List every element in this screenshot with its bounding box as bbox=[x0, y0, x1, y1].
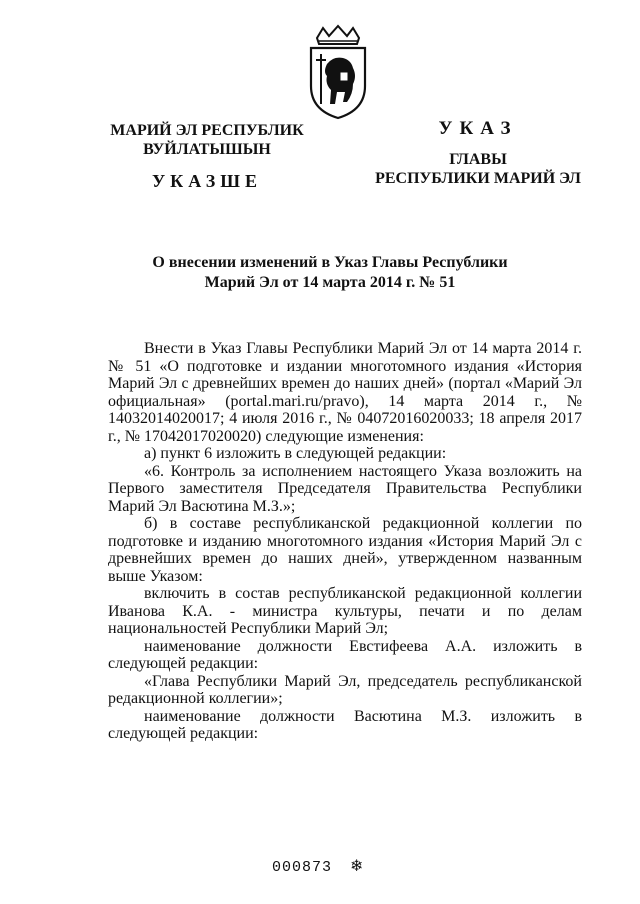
header-right-title: УКАЗ bbox=[438, 118, 518, 139]
body-paragraph: а) пункт 6 изложить в следующей редакции: bbox=[144, 445, 447, 462]
header-right-line2: РЕСПУБЛИКИ МАРИЙ ЭЛ bbox=[375, 170, 581, 187]
header-right-block bbox=[362, 119, 594, 188]
form-number-footer bbox=[272, 856, 364, 876]
snowflake-mark-icon: ❄ bbox=[350, 856, 365, 875]
body-paragraph: включить в состав республиканской редакционной коллегии Иванова К.А. - министра культуры, печати и по делам национальностей Республики Марий Эл; bbox=[108, 585, 582, 637]
body-paragraph: «6. Контроль за исполнением настоящего Указа возложить на Первого заместителя Председателя Правительства Республики Марий Эл Васютина М.З.»; bbox=[108, 462, 582, 515]
body-paragraph: наименование должности Васютина М.З. изложить в следующей редакции: bbox=[108, 707, 582, 742]
body-paragraph: «Глава Республики Марий Эл, председатель республиканской редакционной коллегии»; bbox=[108, 672, 582, 707]
header-left-line1: МАРИЙ ЭЛ РЕСПУБЛИК bbox=[110, 122, 304, 139]
body-paragraph: наименование должности Евстифеева А.А. изложить в следующей редакции: bbox=[108, 637, 582, 672]
document-body bbox=[108, 340, 582, 743]
document-title-line2: Марий Эл от 14 марта 2014 г. № 51 bbox=[204, 274, 456, 291]
body-paragraph: Внести в Указ Главы Республики Марий Эл от 14 марта 2014 г. № 51 «О подготовке и издании многотомного издания «История Марий Эл с древнейших времен до наших дней» (портал «Марий Эл официальная» (portal.mari.ru/pravo), 14 марта 2014 г., № 14032014020017; 4 июля 2016 г., № 04072016020033; 18 апреля 2017 г., № 17042017020020) следующие изменения: bbox=[108, 340, 582, 445]
document-title-line1: О внесении изменений в Указ Главы Республики bbox=[152, 254, 508, 271]
form-serial-number: 000873 bbox=[272, 859, 333, 876]
header-left-title: УКАЗШЕ bbox=[151, 171, 263, 191]
header-right-line1: ГЛАВЫ bbox=[449, 151, 507, 168]
document-title bbox=[110, 253, 550, 293]
header-left-block bbox=[92, 121, 322, 191]
body-paragraph: б) в составе республиканской редакционной коллегии по подготовке и изданию многотомного издания «История Марий Эл с древнейших времен до наших дней», утвержденном названным выше Указом: bbox=[108, 515, 582, 585]
header-left-line2: ВУЙЛАТЫШЫН bbox=[143, 141, 271, 158]
coat-of-arms-emblem bbox=[303, 24, 373, 120]
